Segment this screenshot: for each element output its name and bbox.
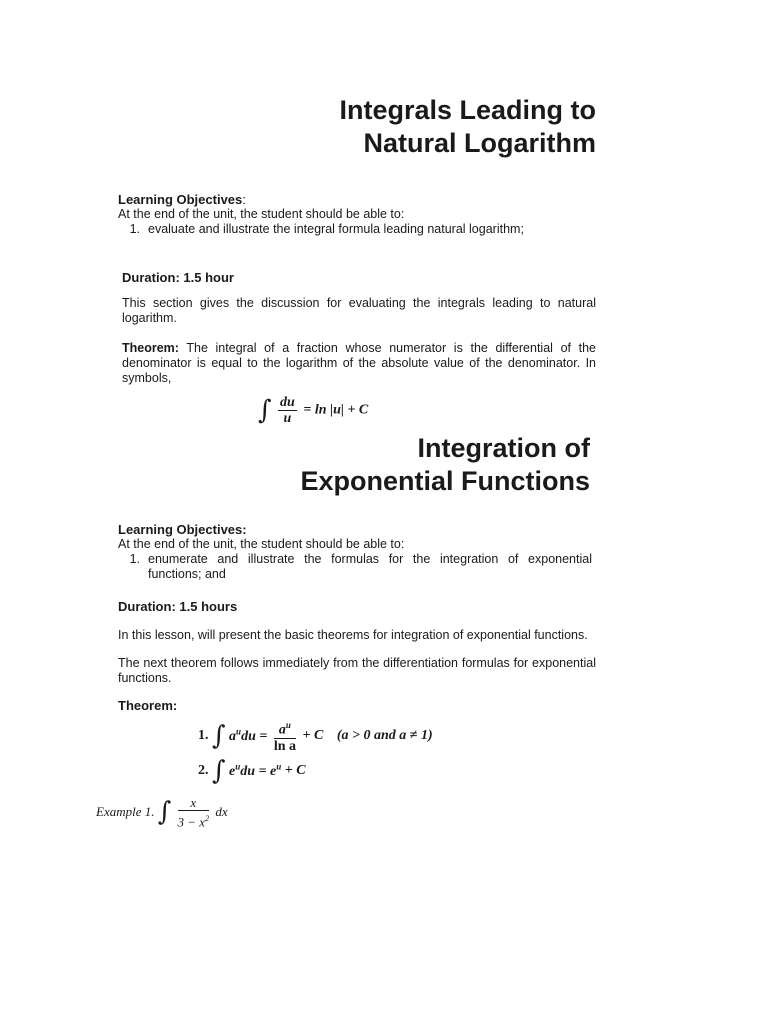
ln-formula-rhs: = ln |u| + C — [303, 402, 369, 418]
section1-objective-item — [118, 222, 608, 237]
exp-formula-1-plus-c: + C — [302, 727, 324, 743]
section2-title-line1: Integration of — [417, 433, 590, 463]
section1-title — [236, 94, 596, 160]
exp-formula-1-base: a — [229, 729, 237, 745]
exp-formula-2-number: 2. — [198, 763, 209, 778]
section2-objective-number: 1. — [129, 552, 140, 566]
exp-formula-2-plus-c: + C — [284, 763, 306, 778]
section2-objectives — [118, 522, 592, 582]
exp-formula-2-rhs-exp: u — [276, 761, 282, 772]
section1-objective-number: 1. — [129, 222, 140, 236]
section2-title — [230, 432, 590, 498]
section2-objective-item — [118, 552, 592, 582]
section2-title-line2: Exponential Functions — [300, 466, 590, 496]
ln-formula-fraction — [278, 395, 297, 426]
integral-sign-icon: ∫ — [212, 756, 226, 786]
section1-intro: This section gives the discussion for evaluating the integrals leading to natural logarithm. — [122, 296, 596, 325]
ln-formula-numerator: du — [280, 395, 295, 410]
section2-next: The next theorem follows immediately from the differentiation formulas for exponential functions. — [118, 656, 596, 685]
example-1 — [96, 795, 228, 829]
example-1-dx: dx — [215, 804, 228, 820]
example-1-frac-top: x — [178, 795, 210, 811]
section1-objectives — [118, 192, 608, 237]
section1-theorem — [122, 341, 596, 386]
section2-objectives-heading: Learning Objectives: — [118, 522, 247, 537]
section1-objectives-heading: Learning Objectives — [118, 192, 243, 207]
section1-theorem-label: Theorem: — [122, 341, 179, 355]
exp-formula-1-frac-top-exp: u — [285, 720, 291, 730]
ln-formula-denominator: u — [283, 411, 292, 426]
exp-formula-2-base: e — [229, 764, 236, 780]
section2-duration: Duration: 1.5 hours — [118, 599, 238, 614]
example-1-frac-bottom: 3 − x — [177, 814, 206, 830]
example-1-label: Example 1. — [96, 804, 155, 820]
section1-title-line1: Integrals Leading to — [339, 95, 596, 125]
exp-formula-1-condition: (a > 0 and a ≠ 1) — [336, 727, 433, 743]
exp-formula-1-number: 1. — [198, 727, 209, 743]
example-1-frac-bottom-exp: 2 — [205, 814, 210, 823]
exp-formula-2-du: du = — [240, 764, 267, 780]
integral-sign-icon: ∫ — [157, 797, 172, 828]
section2-theorem-label: Theorem: — [118, 698, 178, 713]
section1-objective-text: evaluate and illustrate the integral formula leading natural logarithm; — [148, 222, 524, 236]
section1-theorem-text: The integral of a fraction whose numerator is the differential of the denominator is equal to the logarithm of the absolute value of the denominator. In symbols, — [122, 341, 596, 385]
exp-formula-1-du: du = — [241, 729, 268, 745]
integral-sign-icon: ∫ — [258, 395, 272, 426]
exp-formula-1-fraction — [274, 718, 296, 754]
section2-objective-text: enumerate and illustrate the formulas for the integration of exponential functions; and — [148, 552, 592, 581]
exp-formula-1-frac-bottom: ln a — [273, 738, 297, 754]
exp-formula-1-frac-top: a — [278, 722, 286, 738]
ln-formula — [258, 395, 368, 426]
section1-duration: Duration: 1.5 hour — [122, 270, 234, 285]
exp-formula-2-exponent: u — [235, 761, 241, 772]
exp-formula-1 — [198, 718, 433, 754]
example-1-fraction — [178, 795, 210, 829]
exp-formula-1-exponent: u — [236, 726, 242, 737]
section1-objectives-intro: At the end of the unit, the student should be able to: — [118, 207, 405, 221]
section2-intro: In this lesson, will present the basic theorems for integration of exponential functions. — [118, 628, 588, 642]
exp-formula-2 — [198, 756, 306, 786]
section1-objectives-colon: : — [242, 192, 246, 207]
exp-formula-2-rhs: e — [270, 764, 277, 780]
section2-objectives-intro: At the end of the unit, the student should be able to: — [118, 537, 405, 551]
integral-sign-icon: ∫ — [212, 720, 226, 751]
section1-title-line2: Natural Logarithm — [363, 128, 596, 158]
